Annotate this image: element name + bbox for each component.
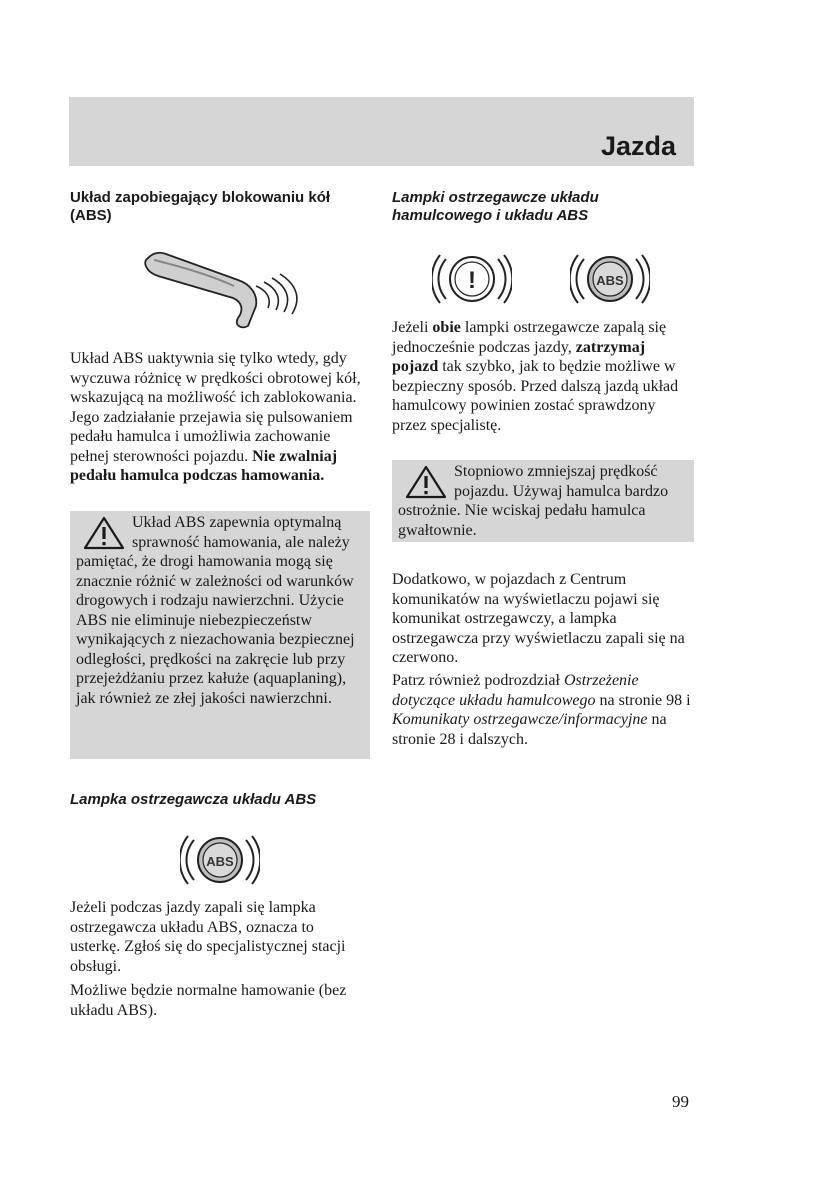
- see-also-reference: [392, 671, 694, 749]
- text-fragment: na stronie 98 i: [595, 691, 691, 709]
- abs-lamp-symbol-right: [570, 246, 650, 312]
- abs-description-text: Układ ABS uaktywnia się tylko wtedy, gdy wyczuwa różnicę w prędkości obrotowej kół, wskazującą na możliwość ich zablokowania. Jego zadziałanie przejawia się pulsowaniem pedału hamulca i umożliwia zachowanie pełnej sterowności pojazdu.: [70, 350, 361, 465]
- abs-lamp-note: Możliwe będzie normalne hamowanie (bez układu ABS).: [70, 982, 347, 1019]
- text-bold: zatrzymaj pojazd: [392, 338, 646, 375]
- abs-lamp-label: ABS: [206, 854, 234, 869]
- reference-title: Komunikaty ostrzegawcze/informacyjne: [392, 711, 648, 728]
- brake-lamp-symbol: [432, 246, 512, 312]
- abs-lamp-description: Jeżeli podczas jazdy zapali się lampka ostrzegawcza układu ABS, oznacza to usterkę. Zgłoś się do specjalistycznej stacji obsługi.: [70, 899, 346, 975]
- abs-lamp-symbol-left: [180, 826, 260, 894]
- header-band: [69, 97, 694, 166]
- abs-lamp-icon: [570, 246, 650, 312]
- warning-abs-text: Układ ABS zapewnia optymalną sprawność hamowania, ale należy pamiętać, że drogi hamowania mogą się znacznie różnić w zależności od warunków drogowych i rodzaju nawierzchni. Użycie ABS nie eliminuje niebezpieczeństw wynikających z niezachowania bezpiecznej odległości, prędkości na zakręcie lub przy przejeżdżaniu przez kałuże (aquaplaning), jak również ze złej jakości nawierzchni.: [76, 514, 355, 707]
- warning-box-abs: [70, 511, 370, 759]
- brake-pedal-icon: [138, 246, 308, 336]
- reference-title: Ostrzeżenie dotyczące układu hamulcowego: [392, 672, 639, 709]
- message-center-description: Dodatkowo, w pojazdach z Centrum komunikatów na wyświetlaczu pojawi się komunikat ostrzegawczy, a lampka ostrzegawcza przy wyświetlaczu zapali się na czerwono.: [392, 571, 685, 666]
- text-fragment: na stronie 28 i dalszych.: [392, 711, 667, 748]
- brake-warning-lamp-icon: [432, 246, 512, 312]
- section-title-brake-lamps: Lampki ostrzegawcze układu hamulcowego i układu ABS: [392, 189, 599, 224]
- warning-box-brake: [392, 460, 694, 542]
- both-lamps-description: [392, 318, 694, 435]
- warning-triangle-icon: [82, 515, 126, 551]
- page-title: Jazda: [600, 131, 676, 161]
- text-fragment: tak szybko, jak to będzie możliwe w bezpieczny sposób. Przed dalszą jazdą układ hamulcowy powinien zostać sprawdzony przez specjalistę.: [392, 358, 679, 434]
- page-number: 99: [672, 1092, 689, 1111]
- abs-lamp-label: ABS: [596, 273, 624, 288]
- warning-brake-text: Stopniowo zmniejszaj prędkość pojazdu. Używaj hamulca bardzo ostrożnie. Nie wciskaj pedału hamulca gwałtownie.: [398, 463, 669, 539]
- text-bold: obie: [432, 319, 461, 336]
- text-fragment: Patrz również podrozdział: [392, 672, 564, 689]
- brake-lamp-label: !: [468, 267, 476, 294]
- warning-triangle-icon: [404, 464, 448, 500]
- brake-pedal-illustration: [138, 246, 308, 336]
- text-fragment: Jeżeli: [392, 319, 433, 336]
- section-title-abs: Układ zapobiegający blokowaniu kół (ABS): [70, 189, 331, 224]
- text-fragment: lampki ostrzegawcze zapalą się jednocześnie podczas jazdy,: [392, 319, 667, 356]
- abs-lamp-icon: [180, 826, 260, 894]
- abs-description-bold: Nie zwalniaj pedału hamulca podczas hamowania.: [70, 447, 338, 484]
- abs-description: [70, 349, 368, 486]
- section-title-abs-lamp: Lampka ostrzegawcza układu ABS: [70, 791, 317, 808]
